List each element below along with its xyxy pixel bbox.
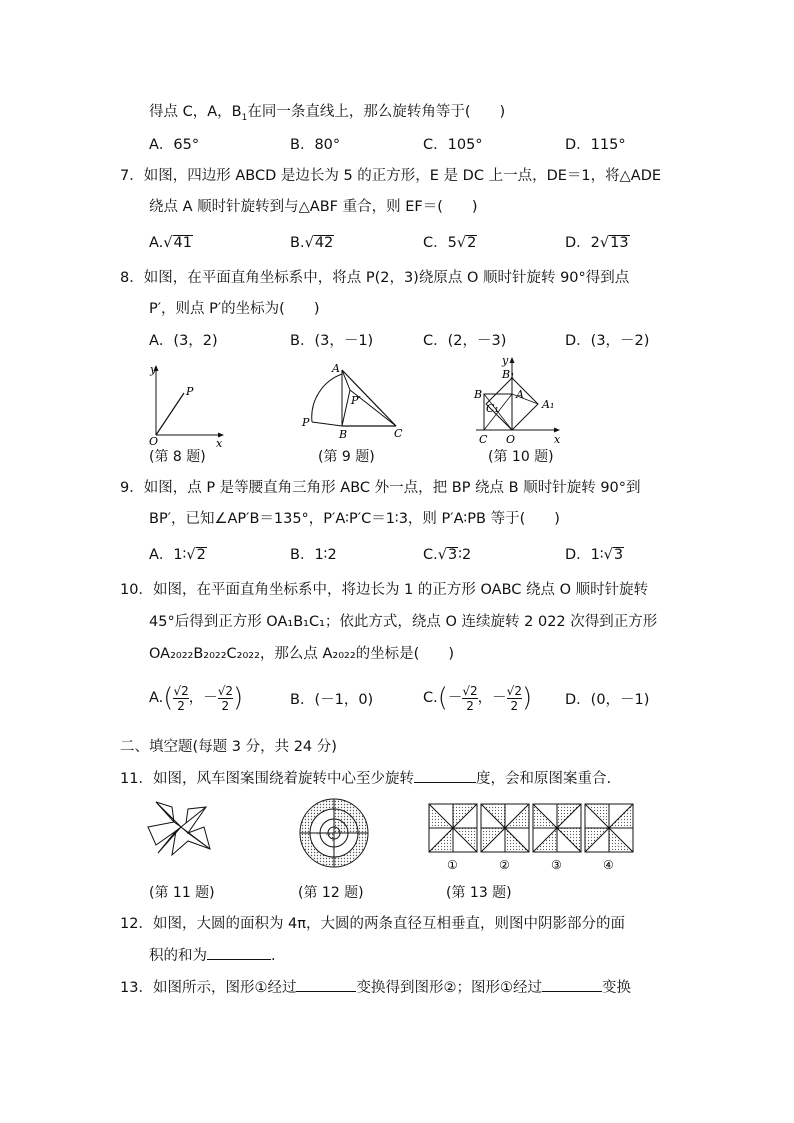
q13-line1: 13．如图所示，图形①经过 变换得到图形②；图形①经过 变换	[120, 977, 631, 998]
caption-fig11: (第 11 题)	[149, 885, 215, 901]
fig13-label-3: ③	[551, 858, 562, 872]
fig13-square-1	[429, 804, 477, 852]
q9-option-c[interactable]: C.√3∶2	[423, 547, 472, 563]
fig9-label-a: A	[332, 362, 340, 375]
caption-fig13: (第 13 题)	[446, 885, 512, 901]
fig10-label-x: x	[554, 433, 561, 446]
fig10-label-b1: B₁	[502, 368, 515, 381]
fig10-label-y: y	[502, 354, 509, 367]
figure-8	[146, 363, 226, 450]
q12-line1: 12．如图，大圆的面积为 4π，大圆的两条直径互相垂直，则图中阴影部分的面	[120, 916, 626, 932]
fig13-square-4	[585, 804, 633, 852]
caption-fig9: (第 9 题)	[318, 449, 375, 465]
q10-option-a[interactable]: A.( $\frac{√2}{2}$ ，－ $\frac{√2}{2}$ )	[149, 683, 244, 713]
q11-line1: 11．如图，风车图案围绕着旋转中心至少旋转 度，会和原图案重合.	[120, 768, 611, 789]
fig13-square-3	[533, 804, 581, 852]
section2-title: 二、填空题(每题 3 分，共 24 分)	[120, 739, 337, 755]
fig10-label-c1: C₁	[486, 402, 499, 415]
fig9-label-b: B	[339, 428, 348, 441]
q9-option-a[interactable]: A．1∶√2	[149, 547, 206, 563]
fig8-label-p: P	[186, 385, 194, 398]
fig9-label-p: P	[302, 416, 310, 429]
q7-option-b[interactable]: B.√42	[290, 235, 334, 251]
fig13-label-2: ②	[499, 858, 510, 872]
q11-blank[interactable]	[414, 768, 476, 783]
fig8-label-y: y	[150, 363, 157, 376]
q8-line1: 8．如图，在平面直角坐标系中，将点 P(2，3)绕原点 O 顺时针旋转 90°得到点	[120, 270, 630, 286]
q7-option-a[interactable]: A.√41	[149, 235, 192, 251]
q7-line2: 绕点 A 顺时针旋转到与△ABF 重合，则 EF＝( )	[149, 199, 478, 215]
q13-blank-1[interactable]	[296, 977, 356, 992]
q7-line1: 7．如图，四边形 ABCD 是边长为 5 的正方形，E 是 DC 上一点，DE＝1，将△ADE	[120, 168, 662, 184]
q12-blank[interactable]	[207, 945, 271, 960]
q7-option-c[interactable]: C．5√2	[423, 235, 477, 251]
fig10-label-o: O	[506, 433, 516, 446]
q10-line1: 10．如图，在平面直角坐标系中，将边长为 1 的正方形 OABC 绕点 O 顺时针旋转	[120, 582, 649, 598]
fig8-label-o: O	[149, 435, 159, 448]
q12-line2: 积的和为 .	[149, 945, 276, 966]
q10-option-d[interactable]: D．(0，－1)	[565, 692, 650, 708]
fig10-label-a1: A₁	[542, 398, 555, 411]
figure-9	[298, 360, 408, 445]
q6-option-c[interactable]: C．105°	[423, 137, 483, 153]
caption-fig10: (第 10 题)	[488, 449, 554, 465]
q10-line3: OA₂₀₂₂B₂₀₂₂C₂₀₂₂，那么点 A₂₀₂₂的坐标是( )	[149, 646, 454, 662]
q7-option-d[interactable]: D．2√13	[565, 235, 629, 251]
q13-blank-2[interactable]	[542, 977, 602, 992]
q8-option-b[interactable]: B．(3，－1)	[290, 333, 374, 349]
fig10-label-c: C	[479, 433, 488, 446]
q10-option-c[interactable]: C.(－ $\frac{√2}{2}$ ，－ $\frac{√2}{2}$ )	[423, 683, 533, 713]
fig8-label-x: x	[216, 437, 223, 450]
q10-line2: 45°后得到正方形 OA₁B₁C₁；依此方式，绕点 O 连续旋转 2 022 次得到正方形	[149, 614, 658, 630]
q6-option-d[interactable]: D．115°	[565, 137, 626, 153]
fig10-label-b: B	[474, 388, 483, 401]
caption-fig8: (第 8 题)	[149, 449, 206, 465]
q6-option-a[interactable]: A．65°	[149, 137, 200, 153]
q8-option-d[interactable]: D．(3，－2)	[565, 333, 650, 349]
q9-line1: 9．如图，点 P 是等腰直角三角形 ABC 外一点，把 BP 绕点 B 顺时针旋转 90°到	[120, 480, 641, 496]
q10-option-b[interactable]: B．(－1，0)	[290, 692, 374, 708]
caption-fig12: (第 12 题)	[298, 885, 364, 901]
q8-option-c[interactable]: C．(2，－3)	[423, 333, 507, 349]
q9-option-d[interactable]: D．1∶√3	[565, 547, 624, 563]
fig9-label-p-prime: P′	[351, 394, 361, 407]
fig10-label-a: A	[516, 388, 524, 401]
fig13-square-2	[481, 804, 529, 852]
q9-line2: BP′，已知∠AP′B＝135°，P′A∶P′C＝1∶3，则 P′A∶PB 等于( )	[149, 511, 560, 527]
q8-line2: P′，则点 P′的坐标为( )	[149, 301, 320, 317]
q8-option-a[interactable]: A．(3，2)	[149, 333, 218, 349]
q6-option-b[interactable]: B．80°	[290, 137, 341, 153]
q9-option-b[interactable]: B．1∶2	[290, 547, 337, 563]
figure-11	[146, 797, 216, 857]
figure-10	[470, 354, 570, 444]
figure-13	[428, 803, 636, 875]
figure-12	[298, 797, 370, 869]
fig13-label-1: ①	[447, 858, 458, 872]
fig9-label-c: C	[394, 427, 403, 440]
q6-text: 得点 C，A，$B_1$在同一条直线上，那么旋转角等于( )	[149, 104, 506, 123]
fig13-label-4: ④	[603, 858, 614, 872]
